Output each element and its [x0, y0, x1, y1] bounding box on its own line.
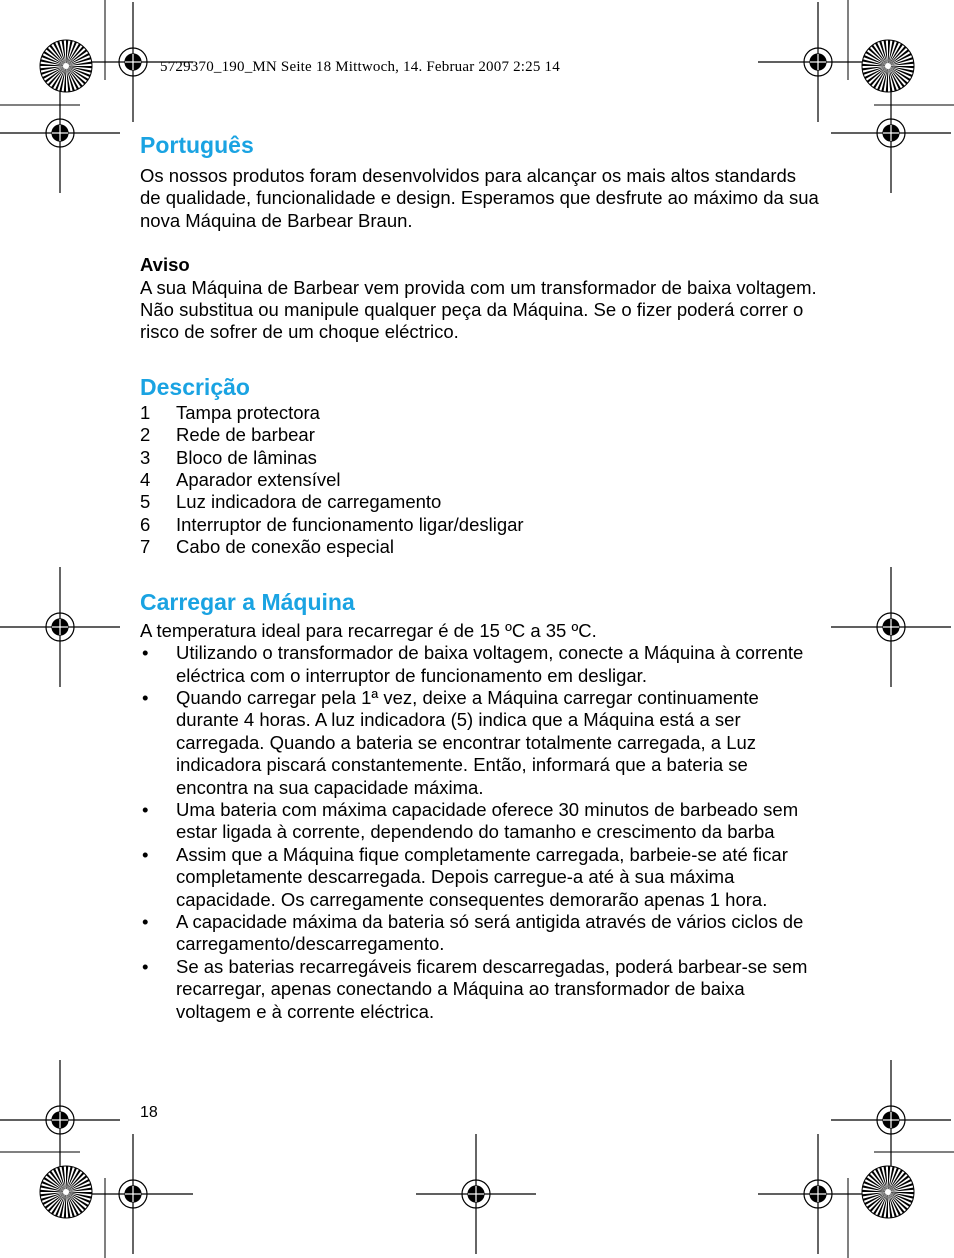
item-number: 4 [140, 469, 151, 491]
parts-list [140, 402, 820, 559]
item-label: Tampa protectora [176, 401, 320, 423]
registration-target-icon [0, 1060, 120, 1180]
charging-bullets [140, 642, 820, 1023]
heading-carregar: Carregar a Máquina [140, 588, 355, 615]
registration-target-icon [0, 567, 120, 687]
print-slug-line: 5729370_190_MN Seite 18 Mittwoch, 14. Februar 2007 2:25 14 [160, 59, 560, 75]
intro-paragraph: Os nossos produtos foram desenvolvidos para alcançar os mais altos standards de qualidade, funcionalidade e design. Esperamos que desfrute ao máximo da sua nova Máquina de Barbear Braun. [140, 165, 819, 231]
list-item [140, 844, 820, 911]
list-item [140, 642, 820, 687]
item-label: Aparador extensível [176, 469, 341, 491]
charging-intro: A temperatura ideal para recarregar é de 15 ºC a 35 ºC. [140, 619, 597, 641]
item-number: 2 [140, 424, 151, 446]
registration-target-icon [831, 567, 951, 687]
list-item [140, 799, 820, 844]
starburst-mark-icon [40, 1166, 92, 1218]
heading-portugues: Português [140, 132, 254, 158]
bullet-text: Se as baterias recarregáveis ficarem descarregadas, poderá barbear-se sem recarregar, apenas conectando a Máquina ao transformador de baixa voltagem e à corrente eléctrica. [176, 955, 808, 1022]
bullet-icon: • [142, 686, 149, 708]
item-number: 7 [140, 536, 151, 558]
bullet-icon: • [142, 642, 149, 664]
list-item [140, 402, 820, 424]
bullet-text: Assim que a Máquina fique completamente carregada, barbeie-se até ficar completamente descarregada. Depois carregue-a até à sua máxima capacidade. Os carregamente consequentes demorarão apenas 1 hora. [176, 843, 788, 910]
bullet-text: Quando carregar pela 1ª vez, deixe a Máquina carregar continuamente durante 4 horas. A luz indicadora (5) indica que a Máquina está a ser carregada. Quando a bateria se encontrar totalmente carregada, a Luz indicadora piscará constantemente. Então, informará que a bateria se encontra na sua capacidade máxima. [176, 686, 759, 798]
page-number: 18 [140, 1104, 158, 1121]
registration-target-icon [758, 1134, 878, 1254]
item-number: 1 [140, 401, 151, 423]
bullet-text: Utilizando o transformador de baixa voltagem, conecte a Máquina à corrente eléctrica com o interruptor de funcionamento em desligar. [176, 642, 804, 686]
page-content [140, 130, 820, 1023]
list-item [140, 469, 820, 491]
bullet-icon: • [142, 798, 149, 820]
item-label: Luz indicadora de carregamento [176, 491, 442, 513]
heading-descricao: Descrição [140, 373, 250, 400]
item-label: Interruptor de funcionamento ligar/desligar [176, 513, 524, 535]
section-carregar [140, 587, 820, 1023]
section-descricao [140, 372, 820, 559]
list-item [140, 687, 820, 799]
starburst-mark-icon [862, 40, 914, 92]
warning-paragraph: A sua Máquina de Barbear vem provida com um transformador de baixa voltagem. Não substitua ou manipule qualquer peça da Máquina. Se o fizer poderá correr o risco de sofrer de um choque eléctrico. [140, 276, 817, 343]
section-portugues [140, 130, 820, 344]
registration-target-icon [758, 2, 878, 122]
starburst-mark-icon [40, 40, 92, 92]
bullet-icon: • [142, 843, 149, 865]
list-item [140, 447, 820, 469]
bullet-text: A capacidade máxima da bateria só será antigida através de vários ciclos de carregamento/descarregamento. [176, 910, 804, 955]
bullet-text: Uma bateria com máxima capacidade oferece 30 minutos de barbeado sem estar ligada à corrente, dependendo do tamanho e crescimento da barba [176, 798, 799, 843]
item-label: Bloco de lâminas [176, 446, 317, 468]
bullet-icon: • [142, 910, 149, 932]
registration-target-icon [416, 1134, 536, 1254]
bullet-icon: • [142, 955, 149, 977]
list-item [140, 911, 820, 956]
item-number: 3 [140, 446, 151, 468]
item-number: 6 [140, 513, 151, 535]
starburst-mark-icon [862, 1166, 914, 1218]
warning-title: Aviso [140, 254, 190, 276]
list-item [140, 956, 820, 1023]
item-label: Rede de barbear [176, 424, 315, 446]
item-label: Cabo de conexão especial [176, 536, 395, 558]
list-item [140, 491, 820, 513]
registration-target-icon [831, 1060, 951, 1180]
list-item [140, 424, 820, 446]
list-item [140, 536, 820, 558]
list-item [140, 514, 820, 536]
item-number: 5 [140, 491, 151, 513]
